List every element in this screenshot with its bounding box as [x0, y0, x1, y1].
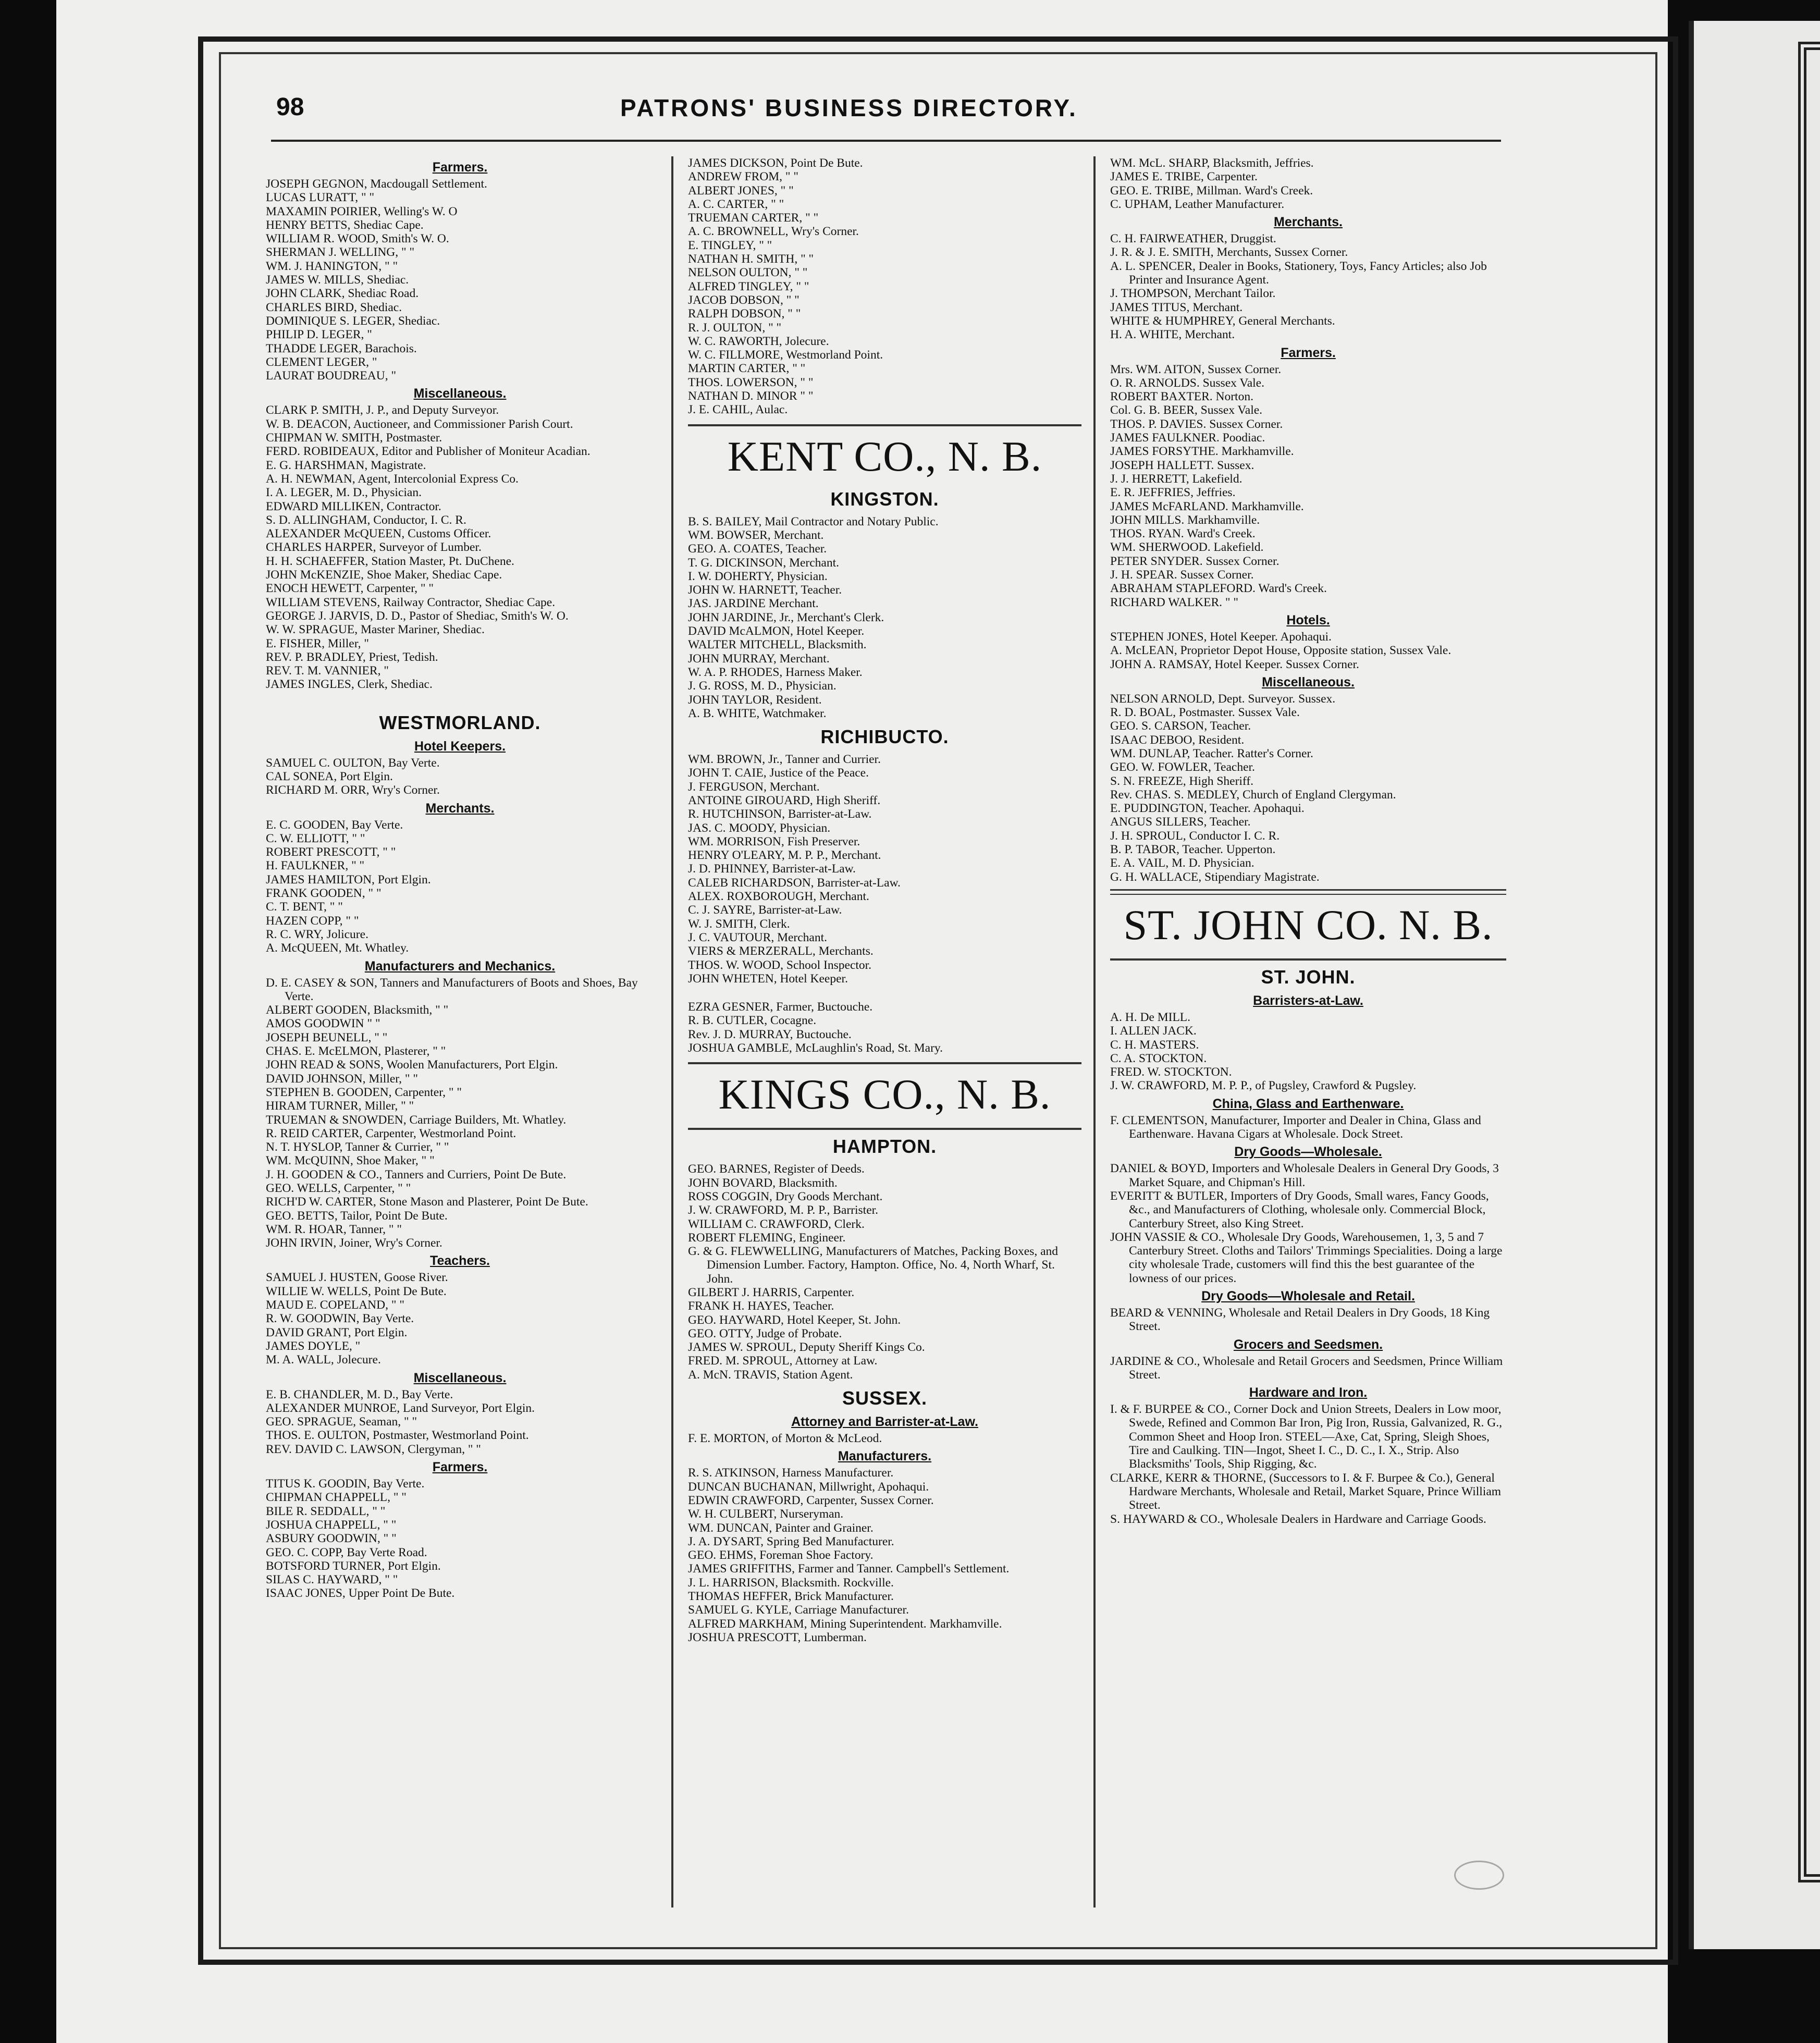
category-heading: Hotel Keepers. [414, 739, 506, 754]
directory-entry: C. A. STOCKTON. [1110, 1051, 1207, 1065]
directory-entry: W. H. CULBERT, Nurseryman. [688, 1507, 844, 1521]
directory-entry: NELSON ARNOLD, Dept. Surveyor. Sussex. [1110, 692, 1336, 706]
directory-entry: CAL SONEA, Port Elgin. [266, 769, 393, 783]
directory-entry: I. & F. BURPEE & CO., Corner Dock and Union Streets, Dealers in Low moor, Swede, Refined and Common Bar Iron, Pig Iron, Russia, Galvanized, R. G., Common Sheet and Hoop Iron. STEEL—Axe, Cat, Spring, Sleigh Shoes, Tire and Caulking. TIN—Ingot, Sheet I. C., D. C., I. X., Strip. Also Blacksmiths' Tools, Ship Rigging, &c. [1110, 1402, 1502, 1471]
section-rule [688, 424, 1081, 426]
directory-entry: Rev. CHAS. S. MEDLEY, Church of England Clergyman. [1110, 787, 1396, 802]
directory-entry: ALFRED MARKHAM, Mining Superintendent. Markhamville. [688, 1617, 1002, 1631]
directory-entry: GEO. BETTS, Tailor, Point De Bute. [266, 1209, 448, 1223]
directory-entry: A. McQUEEN, Mt. Whatley. [266, 941, 409, 955]
directory-entry: I. ALLEN JACK. [1110, 1024, 1197, 1038]
directory-entry: D. E. CASEY & SON, Tanners and Manufacturers of Boots and Shoes, Bay Verte. [266, 976, 638, 1003]
directory-entry: GEO. C. COPP, Bay Verte Road. [266, 1545, 427, 1559]
directory-entry: HAZEN COPP, " " [266, 914, 359, 928]
directory-entry: ROBERT BAXTER. Norton. [1110, 390, 1253, 404]
category-heading: Farmers. [432, 1460, 488, 1475]
directory-entry: R. HUTCHINSON, Barrister-at-Law. [688, 807, 872, 821]
directory-entry: BILE R. SEDDALL, " " [266, 1504, 386, 1518]
directory-entry: G. H. WALLACE, Stipendiary Magistrate. [1110, 870, 1320, 884]
directory-entry: WILLIAM STEVENS, Railway Contractor, Shediac Cape. [266, 595, 556, 609]
directory-entry: C. J. SAYRE, Barrister-at-Law. [688, 903, 842, 917]
directory-entry: JAMES TITUS, Merchant. [1110, 300, 1243, 314]
directory-entry: R. S. ATKINSON, Harness Manufacturer. [688, 1466, 894, 1480]
directory-entry: DANIEL & BOYD, Importers and Wholesale Dealers in General Dry Goods, 3 Market Square, and Chipman's Hill. [1110, 1162, 1499, 1189]
directory-entry: JOHN McKENZIE, Shoe Maker, Shediac Cape. [266, 568, 502, 582]
directory-entry: A. C. BROWNELL, Wry's Corner. [688, 225, 859, 239]
directory-entry: WILLIAM C. CRAWFORD, Clerk. [688, 1217, 865, 1231]
directory-entry: ROSS COGGIN, Dry Goods Merchant. [688, 1189, 883, 1203]
directory-entry: LAURAT BOUDREAU, " [266, 369, 397, 383]
directory-entry: AMOS GOODWIN " " [266, 1017, 380, 1031]
directory-entry: W. A. P. RHODES, Harness Maker. [688, 665, 863, 679]
directory-entry: SAMUEL C. OULTON, Bay Verte. [266, 756, 440, 770]
directory-entry: S. HAYWARD & CO., Wholesale Dealers in Hardware and Carriage Goods. [1110, 1512, 1486, 1526]
section-rule [688, 1128, 1081, 1130]
directory-entry: WM. MORRISON, Fish Preserver. [688, 834, 860, 848]
directory-entry: MAXAMIN POIRIER, Welling's W. O [266, 204, 458, 218]
directory-entry: ALEXANDER McQUEEN, Customs Officer. [266, 527, 491, 541]
directory-entry: J. D. PHINNEY, Barrister-at-Law. [688, 862, 856, 876]
category-heading: Merchants. [425, 801, 495, 816]
section-double-rule [1110, 889, 1506, 895]
directory-entry: W. B. DEACON, Auctioneer, and Commissioner Parish Court. [266, 417, 573, 431]
directory-entry: M. A. WALL, Jolecure. [266, 1353, 381, 1367]
directory-entry: WM. R. HOAR, Tanner, " " [266, 1222, 402, 1236]
town-heading: RICHIBUCTO. [820, 726, 949, 748]
directory-entry: JOHN VASSIE & CO., Wholesale Dry Goods, Warehousemen, 1, 3, 5 and 7 Canterbury Street. Cloths and Tailors' Trimmings Specialities. Doing a large city wholesale Trade, customers will find this the best guarantee of the lowness of our prices. [1110, 1230, 1503, 1285]
directory-entry: J. E. CAHIL, Aulac. [688, 403, 788, 417]
directory-entry: EVERITT & BUTLER, Importers of Dry Goods, Small wares, Fancy Goods, &c., and Manufacturers of Clothing, wholesale only. Commercial Block, Canterbury Street, also King Street. [1110, 1189, 1489, 1230]
directory-entry: EZRA GESNER, Farmer, Buctouche. [688, 1000, 873, 1014]
column-right [1110, 156, 1506, 1526]
directory-entry: EDWIN CRAWFORD, Carpenter, Sussex Corner. [688, 1493, 934, 1507]
directory-entry: GEO. A. COATES, Teacher. [688, 542, 827, 556]
directory-entry: A. C. CARTER, " " [688, 197, 784, 211]
directory-entry: BOTSFORD TURNER, Port Elgin. [266, 1559, 441, 1573]
directory-entry: WM. DUNLAP, Teacher. Ratter's Corner. [1110, 746, 1313, 760]
directory-entry: B. S. BAILEY, Mail Contractor and Notary Public. [688, 514, 939, 528]
directory-entry: GEO. OTTY, Judge of Probate. [688, 1326, 842, 1340]
directory-entry: DAVID McALMON, Hotel Keeper. [688, 624, 865, 638]
directory-entry: JAMES DICKSON, Point De Bute. [688, 156, 863, 170]
column-left [266, 156, 654, 1601]
directory-entry: FRANK H. HAYES, Teacher. [688, 1299, 834, 1313]
directory-entry: J. THOMPSON, Merchant Tailor. [1110, 287, 1276, 301]
directory-entry: JOSHUA GAMBLE, McLaughlin's Road, St. Mary. [688, 1041, 943, 1055]
directory-entry: Mrs. WM. AITON, Sussex Corner. [1110, 362, 1282, 376]
directory-entry: JAMES W. MILLS, Shediac. [266, 273, 409, 287]
directory-entry: JOHN JARDINE, Jr., Merchant's Clerk. [688, 610, 884, 624]
directory-entry: H. H. SCHAEFFER, Station Master, Pt. DuChene. [266, 554, 514, 568]
directory-entry: O. R. ARNOLDS. Sussex Vale. [1110, 376, 1264, 390]
directory-entry: ALFRED TINGLEY, " " [688, 279, 809, 293]
directory-entry: T. G. DICKINSON, Merchant. [688, 556, 839, 570]
town-heading: ST. JOHN. [1261, 966, 1356, 988]
category-heading: Barristers-at-Law. [1253, 993, 1363, 1008]
directory-entry: STEPHEN B. GOODEN, Carpenter, " " [266, 1085, 462, 1099]
directory-entry: THOS. E. OULTON, Postmaster, Westmorland Point. [266, 1429, 529, 1443]
directory-entry: R. D. BOAL, Postmaster. Sussex Vale. [1110, 706, 1300, 720]
directory-entry: JOHN TAYLOR, Resident. [688, 693, 822, 707]
directory-entry: E. B. CHANDLER, M. D., Bay Verte. [266, 1387, 453, 1401]
directory-entry: A. H. De MILL. [1110, 1010, 1191, 1024]
directory-entry: GEO. S. CARSON, Teacher. [1110, 719, 1251, 733]
directory-entry: R. J. OULTON, " " [688, 321, 782, 335]
directory-entry: GEO. W. FOWLER, Teacher. [1110, 760, 1255, 774]
directory-entry: JAMES GRIFFITHS, Farmer and Tanner. Campbell's Settlement. [688, 1562, 1010, 1576]
directory-entry: JOSEPH BEUNELL, " " [266, 1030, 388, 1044]
directory-entry: HENRY BETTS, Shediac Cape. [266, 218, 424, 232]
category-heading: Dry Goods—Wholesale. [1234, 1144, 1382, 1160]
directory-entry: ANDREW FROM, " " [688, 170, 798, 184]
directory-entry: GEORGE J. JARVIS, D. D., Pastor of Shediac, Smith's W. O. [266, 609, 569, 623]
town-heading: KINGSTON. [830, 488, 939, 510]
directory-entry: JARDINE & CO., Wholesale and Retail Grocers and Seedsmen, Prince William Street. [1110, 1354, 1503, 1382]
category-heading: Farmers. [432, 160, 488, 175]
directory-entry: E. TINGLEY, " " [688, 238, 772, 252]
directory-entry: R. C. WRY, Jolicure. [266, 927, 368, 941]
directory-entry: JAS. JARDINE Merchant. [688, 597, 819, 611]
directory-entry: DUNCAN BUCHANAN, Millwright, Apohaqui. [688, 1480, 929, 1494]
directory-entry: THOS. W. WOOD, School Inspector. [688, 958, 872, 972]
library-stamp [1454, 1861, 1504, 1890]
directory-entry: JOHN MURRAY, Merchant. [688, 651, 830, 666]
directory-entry: THOMAS HEFFER, Brick Manufacturer. [688, 1590, 894, 1604]
directory-entry: WILLIE W. WELLS, Point De Bute. [266, 1284, 447, 1298]
directory-entry: E. FISHER, Miller, " [266, 636, 369, 650]
directory-entry: DOMINIQUE S. LEGER, Shediac. [266, 314, 440, 328]
directory-entry: E. A. VAIL, M. D. Physician. [1110, 856, 1255, 870]
directory-entry: JOHN BOVARD, Blacksmith. [688, 1176, 838, 1190]
directory-entry: ENOCH HEWETT, Carpenter, " " [266, 582, 434, 596]
directory-entry: DAVID JOHNSON, Miller, " " [266, 1072, 418, 1086]
directory-entry: J. J. HERRETT, Lakefield. [1110, 472, 1243, 486]
county-heading: ST. JOHN CO. N. B. [1123, 901, 1493, 949]
directory-entry: SHERMAN J. WELLING, " " [266, 245, 415, 260]
category-heading: Grocers and Seedsmen. [1233, 1337, 1383, 1352]
directory-entry: C. H. MASTERS. [1110, 1038, 1199, 1052]
directory-entry: THADDE LEGER, Barachois. [266, 341, 417, 355]
directory-entry: FRED. M. SPROUL, Attorney at Law. [688, 1354, 878, 1368]
directory-entry: RICHARD WALKER. " " [1110, 595, 1238, 609]
town-heading: SUSSEX. [842, 1387, 928, 1409]
directory-entry: RALPH DOBSON, " " [688, 307, 801, 321]
directory-entry: J. C. VAUTOUR, Merchant. [688, 930, 827, 944]
directory-entry: ABRAHAM STAPLEFORD. Ward's Creek. [1110, 582, 1327, 596]
directory-entry: JOHN W. HARNETT, Teacher. [688, 583, 842, 597]
directory-entry: E. PUDDINGTON, Teacher. Apohaqui. [1110, 802, 1305, 816]
directory-entry: ROBERT FLEMING, Engineer. [688, 1230, 846, 1245]
directory-entry: E. G. HARSHMAN, Magistrate. [266, 458, 426, 472]
directory-entry: JAMES HAMILTON, Port Elgin. [266, 872, 431, 887]
directory-entry: ALEX. ROXBOROUGH, Merchant. [688, 890, 869, 904]
directory-entry: F. CLEMENTSON, Manufacturer, Importer and Dealer in China, Glass and Earthenware. Havana Cigars at Wholesale. Dock Street. [1110, 1113, 1481, 1141]
directory-entry: TRUEMAN & SNOWDEN, Carriage Builders, Mt. Whatley. [266, 1113, 567, 1127]
category-heading: Miscellaneous. [413, 386, 507, 401]
directory-entry: JOSHUA PRESCOTT, Lumberman. [688, 1630, 867, 1644]
directory-entry: JAS. C. MOODY, Physician. [688, 821, 831, 835]
directory-entry: C. T. BENT, " " [266, 900, 343, 914]
directory-entry: JACOB DOBSON, " " [688, 293, 800, 307]
directory-entry: S. D. ALLINGHAM, Conductor, I. C. R. [266, 513, 466, 527]
page-title: PATRONS' BUSINESS DIRECTORY. [620, 94, 1078, 121]
directory-entry: CLEMENT LEGER, " [266, 355, 377, 369]
directory-entry: VIERS & MERZERALL, Merchants. [688, 944, 874, 958]
adjacent-page-frame [1798, 42, 1820, 1882]
directory-entry: CHAS. E. McELMON, Plasterer, " " [266, 1044, 446, 1059]
directory-entry: A. H. NEWMAN, Agent, Intercolonial Express Co. [266, 472, 519, 486]
directory-entry: R. B. CUTLER, Cocagne. [688, 1014, 817, 1028]
directory-entry: MARTIN CARTER, " " [688, 362, 806, 376]
town-heading: HAMPTON. [832, 1136, 937, 1158]
spacer [266, 692, 654, 706]
directory-entry: WM. BOWSER, Merchant. [688, 528, 824, 542]
section-rule [688, 1062, 1081, 1064]
directory-entry: GEO. SPRAGUE, Seaman, " " [266, 1415, 417, 1429]
directory-entry: E. R. JEFFRIES, Jeffries. [1110, 486, 1236, 500]
category-heading: China, Glass and Earthenware. [1212, 1096, 1404, 1111]
town-heading: WESTMORLAND. [379, 711, 541, 733]
directory-entry: ANGUS SILLERS, Teacher. [1110, 815, 1251, 829]
directory-entry: J. H. SPROUL, Conductor I. C. R. [1110, 829, 1280, 843]
directory-entry: FERD. ROBIDEAUX, Editor and Publisher of Moniteur Acadian. [266, 445, 591, 459]
category-heading: Manufacturers and Mechanics. [364, 958, 556, 974]
directory-entry: S. N. FREEZE, High Sheriff. [1110, 774, 1254, 788]
directory-entry: RICH'D W. CARTER, Stone Mason and Plasterer, Point De Bute. [266, 1195, 588, 1209]
category-heading: Dry Goods—Wholesale and Retail. [1201, 1289, 1415, 1303]
directory-entry: JAMES DOYLE, " [266, 1339, 361, 1353]
directory-entry: CALEB RICHARDSON, Barrister-at-Law. [688, 876, 901, 890]
directory-entry: JAMES W. SPROUL, Deputy Sheriff Kings Co. [688, 1340, 925, 1355]
directory-entry: GEO. WELLS, Carpenter, " " [266, 1182, 411, 1195]
directory-entry: GEO. EHMS, Foreman Shoe Factory. [688, 1548, 874, 1562]
county-heading: KINGS CO., N. B. [718, 1070, 1051, 1118]
directory-entry: JAMES FAULKNER. Poodiac. [1110, 431, 1265, 445]
directory-entry: TRUEMAN CARTER, " " [688, 211, 819, 225]
directory-entry: ALBERT JONES, " " [688, 183, 794, 198]
page-number: 98 [276, 93, 304, 121]
directory-entry: WALTER MITCHELL, Blacksmith. [688, 638, 867, 652]
directory-entry: C. W. ELLIOTT, " " [266, 831, 365, 845]
directory-entry: SAMUEL G. KYLE, Carriage Manufacturer. [688, 1603, 909, 1617]
directory-entry: REV. P. BRADLEY, Priest, Tedish. [266, 650, 438, 664]
directory-entry: WHITE & HUMPHREY, General Merchants. [1110, 314, 1335, 328]
directory-entry: FRANK GOODEN, " " [266, 887, 382, 901]
scan-border-left [0, 0, 57, 2043]
directory-entry: CHIPMAN W. SMITH, Postmaster. [266, 431, 442, 445]
directory-entry: J. H. SPEAR. Sussex Corner. [1110, 568, 1254, 582]
directory-entry: I. A. LEGER, M. D., Physician. [266, 486, 422, 500]
category-heading: Hotels. [1286, 612, 1330, 627]
directory-entry: CHARLES BIRD, Shediac. [266, 300, 402, 314]
spacer [688, 986, 1081, 1000]
directory-entry: A. McLEAN, Proprietor Depot House, Opposite station, Sussex Vale. [1110, 644, 1452, 658]
directory-entry: W. C. FILLMORE, Westmorland Point. [688, 348, 883, 362]
directory-entry: WILLIAM R. WOOD, Smith's W. O. [266, 232, 449, 246]
directory-entry: E. C. GOODEN, Bay Verte. [266, 818, 403, 832]
directory-entry: REV. T. M. VANNIER, " [266, 664, 389, 678]
directory-entry: W. W. SPRAGUE, Master Mariner, Shediac. [266, 623, 485, 637]
directory-entry: J. FERGUSON, Merchant. [688, 780, 820, 794]
directory-entry: Col. G. B. BEER, Sussex Vale. [1110, 403, 1263, 417]
directory-entry: B. P. TABOR, Teacher. Upperton. [1110, 843, 1276, 857]
directory-entry: W. J. SMITH, Clerk. [688, 917, 790, 931]
column-divider-1 [671, 156, 673, 1907]
directory-entry: G. & G. FLEWWELLING, Manufacturers of Matches, Packing Boxes, and Dimension Lumber. Factory, Hampton. Office, No. 4, North Wharf, St. John. [688, 1245, 1059, 1286]
directory-entry: THOS. RYAN. Ward's Creek. [1110, 527, 1256, 541]
directory-entry: I. W. DOHERTY, Physician. [688, 569, 828, 583]
adjacent-page-edge [1689, 21, 1820, 1949]
section-rule [1110, 958, 1506, 961]
directory-entry: A. B. WHITE, Watchmaker. [688, 706, 827, 720]
directory-entry: BEARD & VENNING, Wholesale and Retail Dealers in Dry Goods, 18 King Street. [1110, 1306, 1490, 1334]
directory-entry: JOHN A. RAMSAY, Hotel Keeper. Sussex Corner. [1110, 657, 1359, 671]
directory-entry: J. R. & J. E. SMITH, Merchants, Sussex Corner. [1110, 245, 1348, 260]
directory-entry: SAMUEL J. HUSTEN, Goose River. [266, 1271, 448, 1285]
directory-entry: ANTOINE GIROUARD, High Sheriff. [688, 793, 881, 807]
directory-entry: GILBERT J. HARRIS, Carpenter. [688, 1286, 855, 1299]
directory-entry: Rev. J. D. MURRAY, Buctouche. [688, 1027, 852, 1041]
directory-entry: JOHN MILLS. Markhamville. [1110, 513, 1260, 527]
directory-entry: H. A. WHITE, Merchant. [1110, 328, 1235, 342]
directory-entry: TITUS K. GOODIN, Bay Verte. [266, 1477, 425, 1491]
directory-entry: WM. J. HANINGTON, " " [266, 259, 398, 273]
directory-entry: PETER SNYDER. Sussex Corner. [1110, 554, 1280, 568]
county-heading: KENT CO., N. B. [727, 432, 1042, 480]
directory-entry: W. C. RAWORTH, Jolecure. [688, 334, 829, 348]
directory-entry: A. McN. TRAVIS, Station Agent. [688, 1368, 853, 1382]
directory-entry: J. A. DYSART, Spring Bed Manufacturer. [688, 1534, 894, 1548]
directory-entry: STEPHEN JONES, Hotel Keeper. Apohaqui. [1110, 630, 1332, 644]
directory-entry: JAMES INGLES, Clerk, Shediac. [266, 678, 433, 692]
directory-entry: GEO. HAYWARD, Hotel Keeper, St. John. [688, 1313, 901, 1327]
directory-entry: ASBURY GOODWIN, " " [266, 1532, 397, 1546]
directory-entry: N. T. HYSLOP, Tanner & Currier, " " [266, 1140, 449, 1154]
directory-entry: PHILIP D. LEGER, " [266, 328, 372, 342]
directory-entry: ALEXANDER MUNROE, Land Surveyor, Port Elgin. [266, 1401, 535, 1415]
directory-entry: THOS. LOWERSON, " " [688, 375, 814, 389]
directory-entry: JOHN CLARK, Shediac Road. [266, 287, 419, 301]
directory-entry: ISAAC DEBOO, Resident. [1110, 733, 1245, 747]
category-heading: Farmers. [1281, 345, 1336, 360]
directory-entry: HENRY O'LEARY, M. P. P., Merchant. [688, 848, 881, 863]
directory-entry: CLARK P. SMITH, J. P., and Deputy Surveyor. [266, 403, 499, 417]
directory-entry: J. W. CRAWFORD, M. P. P., Barrister. [688, 1203, 879, 1217]
category-heading: Hardware and Iron. [1249, 1385, 1368, 1400]
directory-entry: C. H. FAIRWEATHER, Druggist. [1110, 232, 1276, 246]
directory-entry: GEO. E. TRIBE, Millman. Ward's Creek. [1110, 183, 1313, 198]
directory-entry: J. L. HARRISON, Blacksmith. Rockville. [688, 1576, 894, 1590]
category-heading: Miscellaneous. [413, 1370, 507, 1385]
directory-entry: JAMES E. TRIBE, Carpenter. [1110, 170, 1258, 184]
category-heading: Miscellaneous. [1262, 674, 1355, 690]
directory-entry: NATHAN D. MINOR " " [688, 389, 814, 403]
directory-entry: EDWARD MILLIKEN, Contractor. [266, 499, 441, 513]
directory-entry: H. FAULKNER, " " [266, 859, 365, 873]
directory-entry: REV. DAVID C. LAWSON, Clergyman, " " [266, 1442, 481, 1456]
directory-entry: RICHARD M. ORR, Wry's Corner. [266, 783, 440, 797]
directory-entry: JAMES McFARLAND. Markhamville. [1110, 499, 1304, 513]
directory-entry: R. REID CARTER, Carpenter, Westmorland Point. [266, 1126, 517, 1140]
directory-entry: A. L. SPENCER, Dealer in Books, Stationery, Toys, Fancy Articles; also Job Printer and Insurance Agent. [1110, 259, 1487, 287]
directory-entry: JOSHUA CHAPPELL, " " [266, 1518, 397, 1532]
column-middle [688, 156, 1081, 1644]
directory-entry: ISAAC JONES, Upper Point De Bute. [266, 1586, 455, 1601]
directory-entry: WM. BROWN, Jr., Tanner and Currier. [688, 753, 881, 767]
category-heading: Merchants. [1274, 215, 1343, 230]
directory-entry: JOHN IRVIN, Joiner, Wry's Corner. [266, 1236, 442, 1250]
directory-entry: SILAS C. HAYWARD, " " [266, 1573, 398, 1587]
column-divider-2 [1093, 156, 1096, 1907]
directory-entry: J. W. CRAWFORD, M. P. P., of Pugsley, Crawford & Pugsley. [1110, 1079, 1417, 1093]
directory-entry: C. UPHAM, Leather Manufacturer. [1110, 197, 1285, 211]
category-heading: Attorney and Barrister-at-Law. [791, 1414, 978, 1430]
directory-entry: JOHN READ & SONS, Woolen Manufacturers, Port Elgin. [266, 1058, 558, 1072]
directory-entry: NATHAN H. SMITH, " " [688, 252, 814, 266]
directory-entry: HIRAM TURNER, Miller, " " [266, 1099, 414, 1113]
directory-entry: J. H. GOODEN & CO., Tanners and Curriers, Point De Bute. [266, 1167, 567, 1182]
directory-entry: R. W. GOODWIN, Bay Verte. [266, 1312, 414, 1326]
directory-entry: ROBERT PRESCOTT, " " [266, 845, 396, 859]
directory-entry: CLARKE, KERR & THORNE, (Successors to I. & F. Burpee & Co.), General Hardware Merchants, Wholesale and Retail, Market Square, Prince William Street. [1110, 1471, 1502, 1512]
directory-entry: JAMES FORSYTHE. Markhamville. [1110, 445, 1294, 459]
category-heading: Teachers. [430, 1253, 490, 1269]
directory-entry: ALBERT GOODEN, Blacksmith, " " [266, 1003, 449, 1017]
directory-entry: GEO. BARNES, Register of Deeds. [688, 1162, 865, 1176]
directory-entry: CHIPMAN CHAPPELL, " " [266, 1491, 407, 1505]
directory-entry: JOSEPH GEGNON, Macdougall Settlement. [266, 177, 487, 191]
directory-entry: CHARLES HARPER, Surveyor of Lumber. [266, 540, 482, 555]
directory-entry: JOHN WHETEN, Hotel Keeper. [688, 971, 848, 986]
directory-entry: NELSON OULTON, " " [688, 266, 808, 280]
directory-entry: JOHN T. CAIE, Justice of the Peace. [688, 766, 869, 780]
directory-entry: WM. McQUINN, Shoe Maker, " " [266, 1154, 435, 1168]
directory-entry: F. E. MORTON, of Morton & McLeod. [688, 1432, 882, 1446]
title-rule [271, 140, 1501, 142]
directory-entry: WM. DUNCAN, Painter and Grainer. [688, 1521, 874, 1535]
category-heading: Manufacturers. [838, 1449, 932, 1464]
directory-entry: THOS. P. DAVIES. Sussex Corner. [1110, 417, 1283, 431]
directory-entry: JOSEPH HALLETT. Sussex. [1110, 458, 1255, 472]
directory-entry: DAVID GRANT, Port Elgin. [266, 1325, 408, 1339]
directory-entry: MAUD E. COPELAND, " " [266, 1298, 404, 1312]
directory-entry: LUCAS LURATT, " " [266, 191, 375, 205]
directory-entry: WM. SHERWOOD. Lakefield. [1110, 540, 1264, 555]
directory-entry: J. G. ROSS, M. D., Physician. [688, 679, 837, 693]
directory-entry: WM. McL. SHARP, Blacksmith, Jeffries. [1110, 156, 1314, 170]
directory-entry: FRED. W. STOCKTON. [1110, 1065, 1232, 1079]
